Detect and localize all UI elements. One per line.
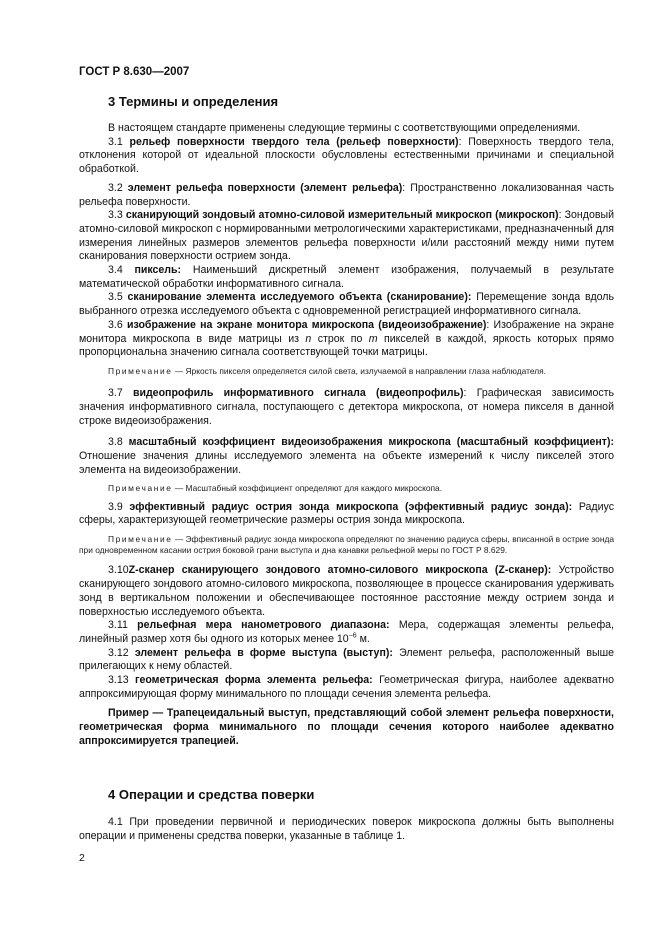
term-3-5: 3.5 сканирование элемента исследуемого объекта (сканирование): Перемещение зонда вдоль выбранного отрезка исследуемого объекта с одновременной регистрацией информативного сигнала. xyxy=(79,291,615,318)
section-3-body xyxy=(79,122,614,749)
document-header: ГОСТ Р 8.630—2007 xyxy=(79,66,190,78)
term-3-1: 3.1 рельеф поверхности твердого тела (рельеф поверхности): Поверхность твердого тела, отклонения которой от идеальной плоскости обусловлены естественными причинами и специальной обработкой. xyxy=(79,135,615,176)
term-3-12: 3.12 элемент рельефа в форме выступа (выступ): Элемент рельефа, расположенный выше прилегающих к нему областей. xyxy=(79,646,614,673)
note-3-8: Примечание — Масштабный коэффициент определяют для каждого микроскопа. xyxy=(108,483,443,494)
example-paragraph: Пример — Трапецеидальный выступ, представляющий собой элемент рельефа поверхности, геометрическая форма минимального по площади сечения которого наиболее адекватно аппроксимируется трапецией. xyxy=(79,707,614,747)
section-4-body xyxy=(79,816,614,843)
intro-paragraph: В настоящем стандарте применены следующие термины с соответствующими определениями. xyxy=(108,122,581,134)
term-3-10: 3.10Z-сканер сканирующего зондового атомно-силового микроскопа (Z-сканер): Устройство сканирующего зондового атомно-силового микроскопа, позволяющее в процессе сканирования удерживать зонд в вертикальном положении и обеспечивающее постоянное расстояние между острием зонда и поверхностью исследуемого объекта. xyxy=(79,564,614,618)
note-3-6: Примечание — Яркость пикселя определяется силой света, излучаемой в направлении глаза наблюдателя. xyxy=(108,365,546,376)
term-3-4: 3.4 пиксель: Наименьший дискретный элемент изображения, получаемый в результате математической обработки информативного сигнала. xyxy=(79,264,614,290)
term-3-6: 3.6 изображение на экране монитора микроскопа (видеоизображение): Изображение на экране монитора микроскопа в виде матрицы из n строк по m пикселей в каждой, яркость которых прямо пропорциональна значению сигнала соответствующей точки матрицы. xyxy=(79,318,614,359)
term-3-9: 3.9 эффективный радиус острия зонда микроскопа (эффективный радиус зонда): Радиус сферы, характеризующей геометрические размеры острия зонда микроскопа. xyxy=(79,500,614,527)
note-3-9: Примечание — Эффективный радиус зонда микроскопа определяют по значению радиуса сферы, вписанной в острие зонда при одновременном касании острия боковой грани выступа и дна канавки рельефной меры по ГОСТ Р 8.629. xyxy=(79,533,614,556)
term-3-3: 3.3 сканирующий зондовый атомно-силовой измерительный микроскоп (микроскоп): Зондовый атомно-силовой микроскоп с нормированными метрологическими характеристиками, предназначенный для измерения линейных размеров элементов рельефа поверхности и/или расстояний между ними путем сканирования поверхности острием зонда. xyxy=(79,209,615,263)
section-4-title: 4 Операции и средства поверки xyxy=(108,787,315,802)
term-3-13: 3.13 геометрическая форма элемента рельефа: Геометрическая фигура, наиболее адекватно аппроксимирующая форму минимального по площади сечения элемента рельефа. xyxy=(79,674,615,700)
section-3-title: 3 Термины и определения xyxy=(108,94,279,109)
paragraph-4-1: 4.1 При проведении первичной и периодических поверок микроскопа должны быть выполнены операции и применены средства поверки, указанные в таблице 1. xyxy=(79,816,614,842)
term-3-2: 3.2 элемент рельефа поверхности (элемент рельефа): Пространственно локализованная часть рельефа поверхности. xyxy=(79,181,615,208)
term-3-7: 3.7 видеопрофиль информативного сигнала (видеопрофиль): Графическая зависимость значения информативного сигнала, поступающего с детектора микроскопа, от номера пикселя в данной строке видеоизображения. xyxy=(79,387,615,427)
term-3-11: 3.11 рельефная мера нанометрового диапазона: Мера, содержащая элементы рельефа, линейный размер хотя бы одного из которых менее $10^{-6}$ м. xyxy=(79,619,614,645)
page-number: 2 xyxy=(79,852,85,864)
term-3-8: 3.8 масштабный коэффициент видеоизображения микроскопа (масштабный коэффициент): Отношение значения длины исследуемого элемента на объекте измерений к числу пикселей этого элемента на видеоизображении. xyxy=(79,436,614,476)
